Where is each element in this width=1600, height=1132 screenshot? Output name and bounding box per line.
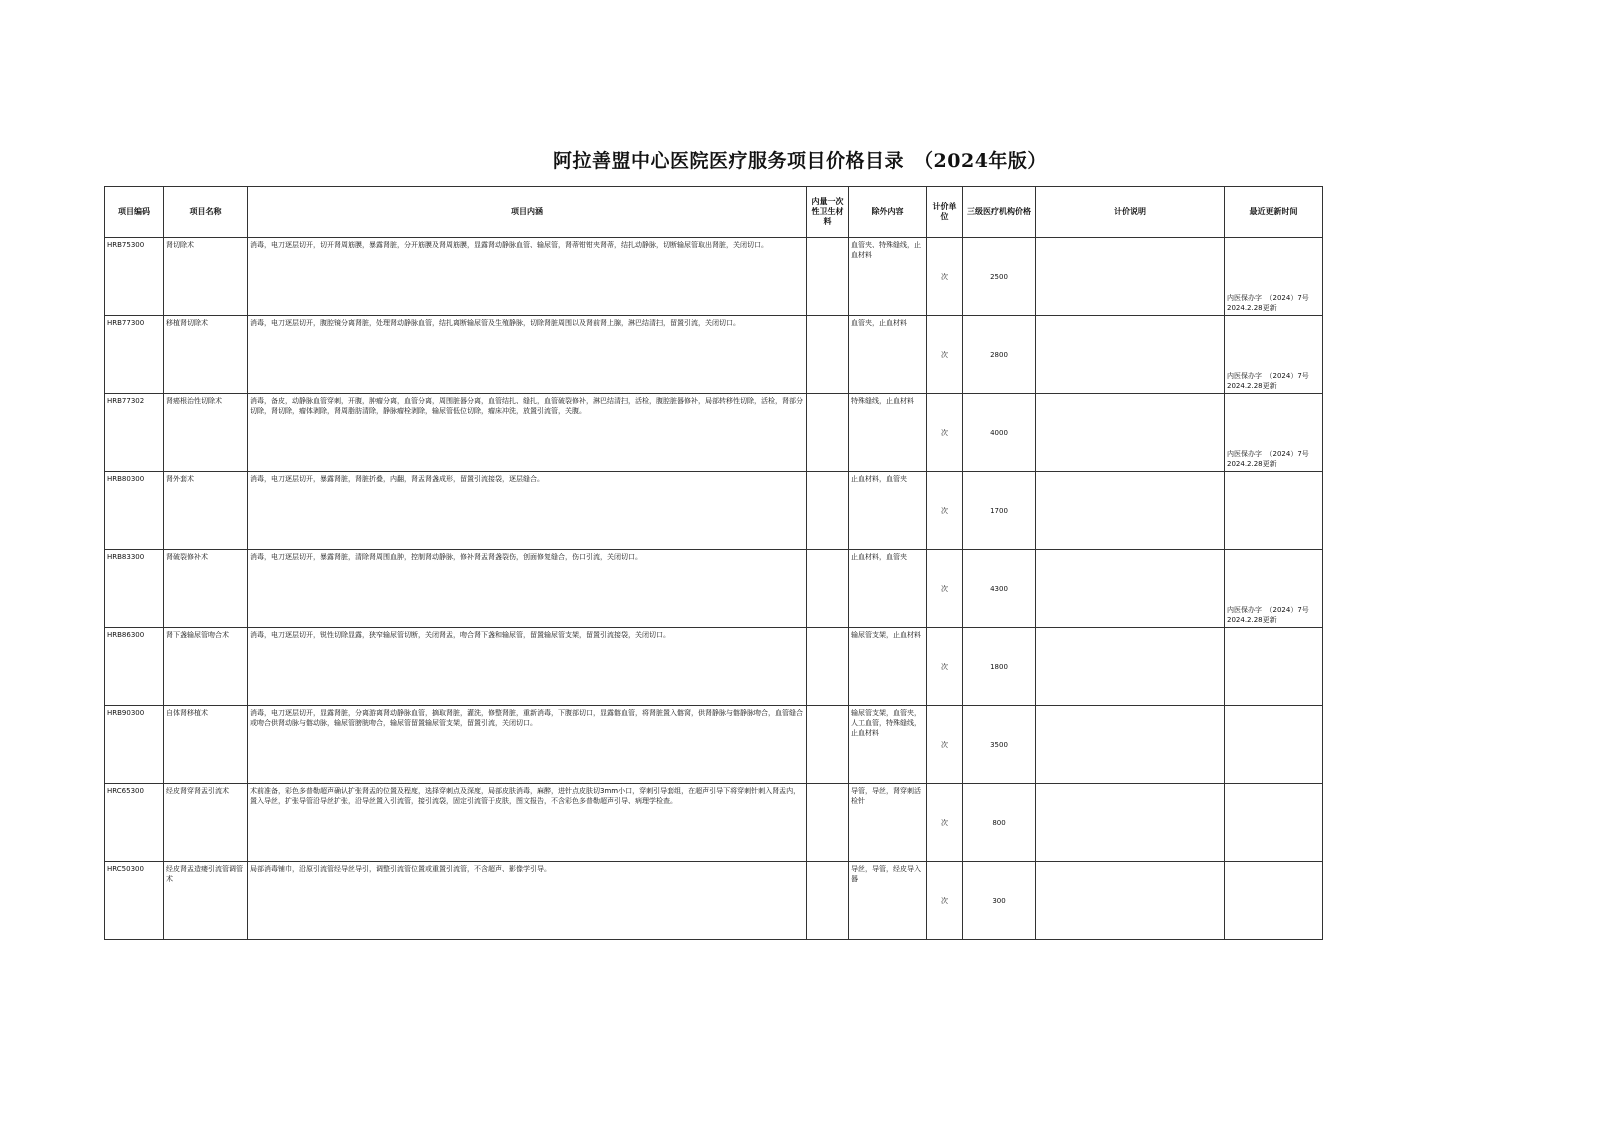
cell-excluded: 血管夹，止血材料 xyxy=(849,316,927,394)
cell-name: 经皮肾穿肾盂引流术 xyxy=(164,784,248,862)
cell-price: 800 xyxy=(963,784,1036,862)
cell-updated: 内医保办字 （2024）7号 2024.2.28更新 xyxy=(1225,238,1323,316)
cell-content: 消毒，电刀逐层切开，腹腔镜分离肾脏，处理肾动静脉血管，结扎离断输尿管及生殖静脉，切除肾脏周围以及肾前肾上腺，淋巴结清扫，留置引流，关闭切口。 xyxy=(248,316,807,394)
cell-name: 肾癌根治性切除术 xyxy=(164,394,248,472)
cell-unit: 次 xyxy=(927,628,963,706)
cell-note xyxy=(1036,628,1225,706)
cell-code: HRC65300 xyxy=(105,784,164,862)
cell-excluded: 止血材料，血管夹 xyxy=(849,472,927,550)
cell-disposable xyxy=(807,862,849,940)
cell-unit: 次 xyxy=(927,784,963,862)
cell-code: HRB83300 xyxy=(105,550,164,628)
cell-name: 自体肾移植术 xyxy=(164,706,248,784)
cell-disposable xyxy=(807,238,849,316)
cell-excluded: 输尿管支架，血管夹，人工血管，特殊缝线，止血材料 xyxy=(849,706,927,784)
cell-updated xyxy=(1225,472,1323,550)
cell-price: 1700 xyxy=(963,472,1036,550)
price-table xyxy=(104,186,1323,940)
header-unit: 计价单位 xyxy=(927,187,963,238)
table-row xyxy=(105,394,1323,472)
cell-name: 肾切除术 xyxy=(164,238,248,316)
cell-unit: 次 xyxy=(927,394,963,472)
cell-content: 消毒，备皮，动静脉血管穿刺，开腹，肿瘤分离，血管分离，周围脏器分离，血管结扎、缝扎，血管破裂修补，淋巴结清扫，活检，腹腔脏器修补，局部转移性切除，活检，肾部分切除，肾切除，瘤体剥除，肾周脂肪清除，静脉瘤栓剥除，输尿管低位切除，瘤床冲洗，放置引流管，关腹。 xyxy=(248,394,807,472)
cell-note xyxy=(1036,550,1225,628)
cell-unit: 次 xyxy=(927,238,963,316)
cell-note xyxy=(1036,472,1225,550)
cell-code: HRB86300 xyxy=(105,628,164,706)
cell-disposable xyxy=(807,628,849,706)
header-content: 项目内涵 xyxy=(248,187,807,238)
header-price: 三级医疗机构价格 xyxy=(963,187,1036,238)
cell-note xyxy=(1036,784,1225,862)
cell-updated: 内医保办字 （2024）7号 2024.2.28更新 xyxy=(1225,550,1323,628)
cell-note xyxy=(1036,394,1225,472)
cell-content: 消毒，电刀逐层切开，切开肾周筋膜，暴露肾脏，分开筋膜及肾周筋膜，显露肾动静脉血管、输尿管，肾蒂钳钳夹肾蒂，结扎动静脉，切断输尿管取出肾脏，关闭切口。 xyxy=(248,238,807,316)
cell-note xyxy=(1036,238,1225,316)
cell-updated: 内医保办字 （2024）7号 2024.2.28更新 xyxy=(1225,316,1323,394)
cell-content: 消毒，电刀逐层切开，暴露肾脏，肾脏折叠，内翻，肾盂肾盏成形，留置引流接袋，逐层缝合。 xyxy=(248,472,807,550)
table-row xyxy=(105,550,1323,628)
cell-excluded: 止血材料，血管夹 xyxy=(849,550,927,628)
cell-unit: 次 xyxy=(927,706,963,784)
cell-updated xyxy=(1225,784,1323,862)
page-title: 阿拉善盟中心医院医疗服务项目价格目录 （2024年版） xyxy=(553,150,1047,172)
cell-unit: 次 xyxy=(927,550,963,628)
cell-excluded: 血管夹、特殊缝线，止血材料 xyxy=(849,238,927,316)
cell-updated xyxy=(1225,628,1323,706)
cell-code: HRB77300 xyxy=(105,316,164,394)
table-row xyxy=(105,706,1323,784)
header-disposable: 内量一次性卫生材料 xyxy=(807,187,849,238)
cell-code: HRB75300 xyxy=(105,238,164,316)
cell-updated xyxy=(1225,706,1323,784)
table-row xyxy=(105,628,1323,706)
cell-disposable xyxy=(807,706,849,784)
cell-content: 术前准备，彩色多普勒超声确认扩张肾盂的位置及程度，选择穿刺点及深度，局部皮肤消毒，麻醉，进针点皮肤切3mm小口，穿刺引导套组，在超声引导下将穿刺针刺入肾盂内，置入导丝，扩张导管沿导丝扩张，沿导丝置入引流管，接引流袋，固定引流管于皮肤，图文报告，不含彩色多普勒超声引导、病理学检查。 xyxy=(248,784,807,862)
table-row xyxy=(105,862,1323,940)
cell-content: 消毒，电刀逐层切开，暴露肾脏，清除肾周围血肿，控制肾动静脉，修补肾盂肾盏裂伤，创面修复缝合，伤口引流，关闭切口。 xyxy=(248,550,807,628)
cell-name: 肾外套术 xyxy=(164,472,248,550)
header-excluded: 除外内容 xyxy=(849,187,927,238)
cell-price: 2800 xyxy=(963,316,1036,394)
cell-excluded: 特殊缝线，止血材料 xyxy=(849,394,927,472)
cell-name: 移植肾切除术 xyxy=(164,316,248,394)
cell-unit: 次 xyxy=(927,316,963,394)
cell-unit: 次 xyxy=(927,862,963,940)
cell-name: 肾下盏输尿管吻合术 xyxy=(164,628,248,706)
cell-price: 4300 xyxy=(963,550,1036,628)
cell-content: 局部消毒铺巾，沿原引流管经导丝导引，调整引流管位置或重置引流管，不含超声、影像学引导。 xyxy=(248,862,807,940)
cell-excluded: 导丝，导管，经皮导入器 xyxy=(849,862,927,940)
cell-disposable xyxy=(807,472,849,550)
cell-name: 肾破裂修补术 xyxy=(164,550,248,628)
cell-disposable xyxy=(807,394,849,472)
cell-disposable xyxy=(807,784,849,862)
cell-price: 4000 xyxy=(963,394,1036,472)
cell-updated xyxy=(1225,862,1323,940)
cell-code: HRB80300 xyxy=(105,472,164,550)
cell-excluded: 输尿管支架，止血材料 xyxy=(849,628,927,706)
cell-excluded: 导管，导丝，肾穿刺活检针 xyxy=(849,784,927,862)
header-updated: 最近更新时间 xyxy=(1225,187,1323,238)
table-row xyxy=(105,784,1323,862)
cell-updated: 内医保办字 （2024）7号 2024.2.28更新 xyxy=(1225,394,1323,472)
cell-note xyxy=(1036,706,1225,784)
header-name: 项目名称 xyxy=(164,187,248,238)
table-row xyxy=(105,472,1323,550)
cell-price: 2500 xyxy=(963,238,1036,316)
table-row xyxy=(105,238,1323,316)
cell-price: 1800 xyxy=(963,628,1036,706)
cell-disposable xyxy=(807,316,849,394)
table-row xyxy=(105,316,1323,394)
cell-content: 消毒，电刀逐层切开，锐性切除显露，狭窄输尿管切断，关闭肾盂，吻合肾下盏和输尿管，留置输尿管支架，留置引流接袋，关闭切口。 xyxy=(248,628,807,706)
header-code: 项目编码 xyxy=(105,187,164,238)
cell-note xyxy=(1036,862,1225,940)
header-row xyxy=(105,187,1323,238)
cell-price: 300 xyxy=(963,862,1036,940)
cell-name: 经皮肾盂造瘘引流管调管术 xyxy=(164,862,248,940)
cell-code: HRB77302 xyxy=(105,394,164,472)
cell-code: HRC50300 xyxy=(105,862,164,940)
header-note: 计价说明 xyxy=(1036,187,1225,238)
cell-note xyxy=(1036,316,1225,394)
cell-code: HRB90300 xyxy=(105,706,164,784)
cell-disposable xyxy=(807,550,849,628)
cell-unit: 次 xyxy=(927,472,963,550)
cell-content: 消毒，电刀逐层切开，显露肾脏，分离游离肾动静脉血管，摘取肾脏，灌洗，修整肾脏，重新消毒，下腹部切口，显露髂血管，将肾脏置入髂窝，供肾静脉与髂静脉吻合，血管缝合或吻合供肾动脉与髂动脉，输尿管膀胱吻合，输尿管留置输尿管支架，留置引流，关闭切口。 xyxy=(248,706,807,784)
cell-price: 3500 xyxy=(963,706,1036,784)
